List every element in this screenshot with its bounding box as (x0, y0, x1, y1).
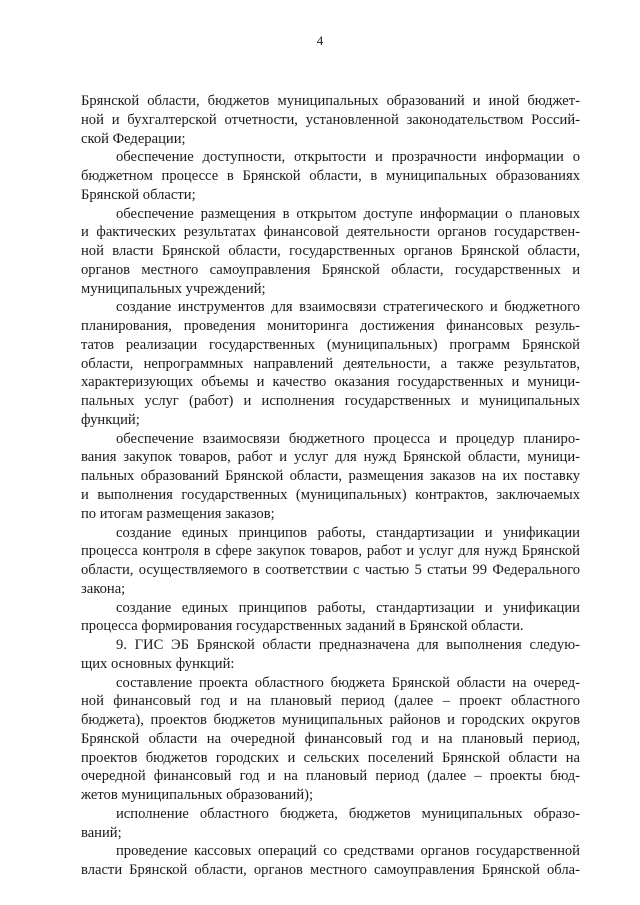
text-line: муниципальных учреждений; (81, 280, 266, 297)
text-line: и выполнения государственных (муниципальных) контрактов, заключаемых (81, 487, 580, 503)
text-line: бюджетном процессе в Брянской области, в муниципальных образованиях (81, 168, 580, 184)
text-line: области, осуществляемого в соответствии с частью 5 статьи 99 Федерального (81, 562, 580, 578)
text-line: ной финансовый год и на плановый период (далее – проект областного (81, 693, 580, 710)
text-line: ской Федерации; (81, 130, 186, 147)
text-line: бюджета), проектов бюджетов муниципальных районов и городских округов (81, 712, 580, 729)
text-line: процесса формирования государственных заданий в Брянской области. (81, 618, 524, 635)
text-line: жетов муниципальных образований); (81, 787, 314, 804)
text-line: функций; (81, 411, 140, 428)
text-line: обеспечение доступности, открытости и прозрачности информации о (116, 149, 580, 166)
text-line: вания закупок товаров, работ и услуг для нужд Брянской области, муници- (81, 449, 580, 466)
text-line: власти Брянской области, органов местного самоуправления Брянской обла- (81, 862, 580, 879)
text-line: 9. ГИС ЭБ Брянской области предназначена для выполнения следую- (116, 637, 580, 653)
text-line: Брянской области на очередной финансовый год и на плановый период, (81, 730, 580, 747)
text-line: татов реализации государственных (муниципальных) программ Брянской (81, 336, 580, 353)
text-line: характеризующих объемы и качество оказания государственных и муници- (81, 374, 580, 391)
text-line: проектов бюджетов городских и сельских поселений Брянской области на (81, 749, 580, 766)
text-line: закона; (81, 580, 126, 597)
text-line: Брянской области, бюджетов муниципальных образований и иной бюджет- (81, 93, 580, 109)
text-line: органов местного самоуправления Брянской области, государственных и (81, 261, 580, 278)
text-line: обеспечение размещения в открытом доступе информации о плановых (116, 205, 580, 222)
text-line: процесса контроля в сфере закупок товаров, работ и услуг для нужд Брянской (81, 543, 580, 560)
text-line: проведение кассовых операций со средствами органов государственной (116, 843, 580, 860)
text-line: пальных образований Брянской области, размещения заказов на их поставку (81, 468, 580, 485)
text-line: обеспечение взаимосвязи бюджетного процесса и процедур планиро- (116, 430, 580, 447)
text-line: создание инструментов для взаимосвязи стратегического и бюджетного (116, 299, 580, 316)
text-line: и фактических результатах финансовой деятельности органов государствен- (81, 224, 580, 241)
text-line: области, непрограммных направлений деятельности, а также результатов, (81, 355, 580, 372)
page-number: 4 (316, 33, 324, 48)
text-line: составление проекта областного бюджета Брянской области на очеред- (116, 674, 580, 691)
text-line: ной и бухгалтерской отчетности, установленной законодательством Россий- (81, 111, 580, 128)
text-line: щих основных функций: (81, 655, 235, 672)
text-line: по итогам размещения заказов; (81, 505, 275, 522)
text-line: ваний; (81, 824, 122, 841)
text-line: очередной финансовый год и на плановый период (далее – проекты бюд- (81, 768, 580, 785)
text-line: планирования, проведения мониторинга достижения финансовых резуль- (81, 318, 580, 335)
text-line: создание единых принципов работы, стандартизации и унификации (116, 599, 580, 616)
text-line: Брянской области; (81, 186, 196, 203)
text-line: пальных услуг (работ) и исполнения государственных и муниципальных (81, 393, 580, 410)
text-line: ной власти Брянской области, государственных органов Брянской области, (81, 243, 580, 260)
text-line: исполнение областного бюджета, бюджетов муниципальных образо- (116, 805, 580, 822)
text-line: создание единых принципов работы, стандартизации и унификации (116, 524, 580, 541)
